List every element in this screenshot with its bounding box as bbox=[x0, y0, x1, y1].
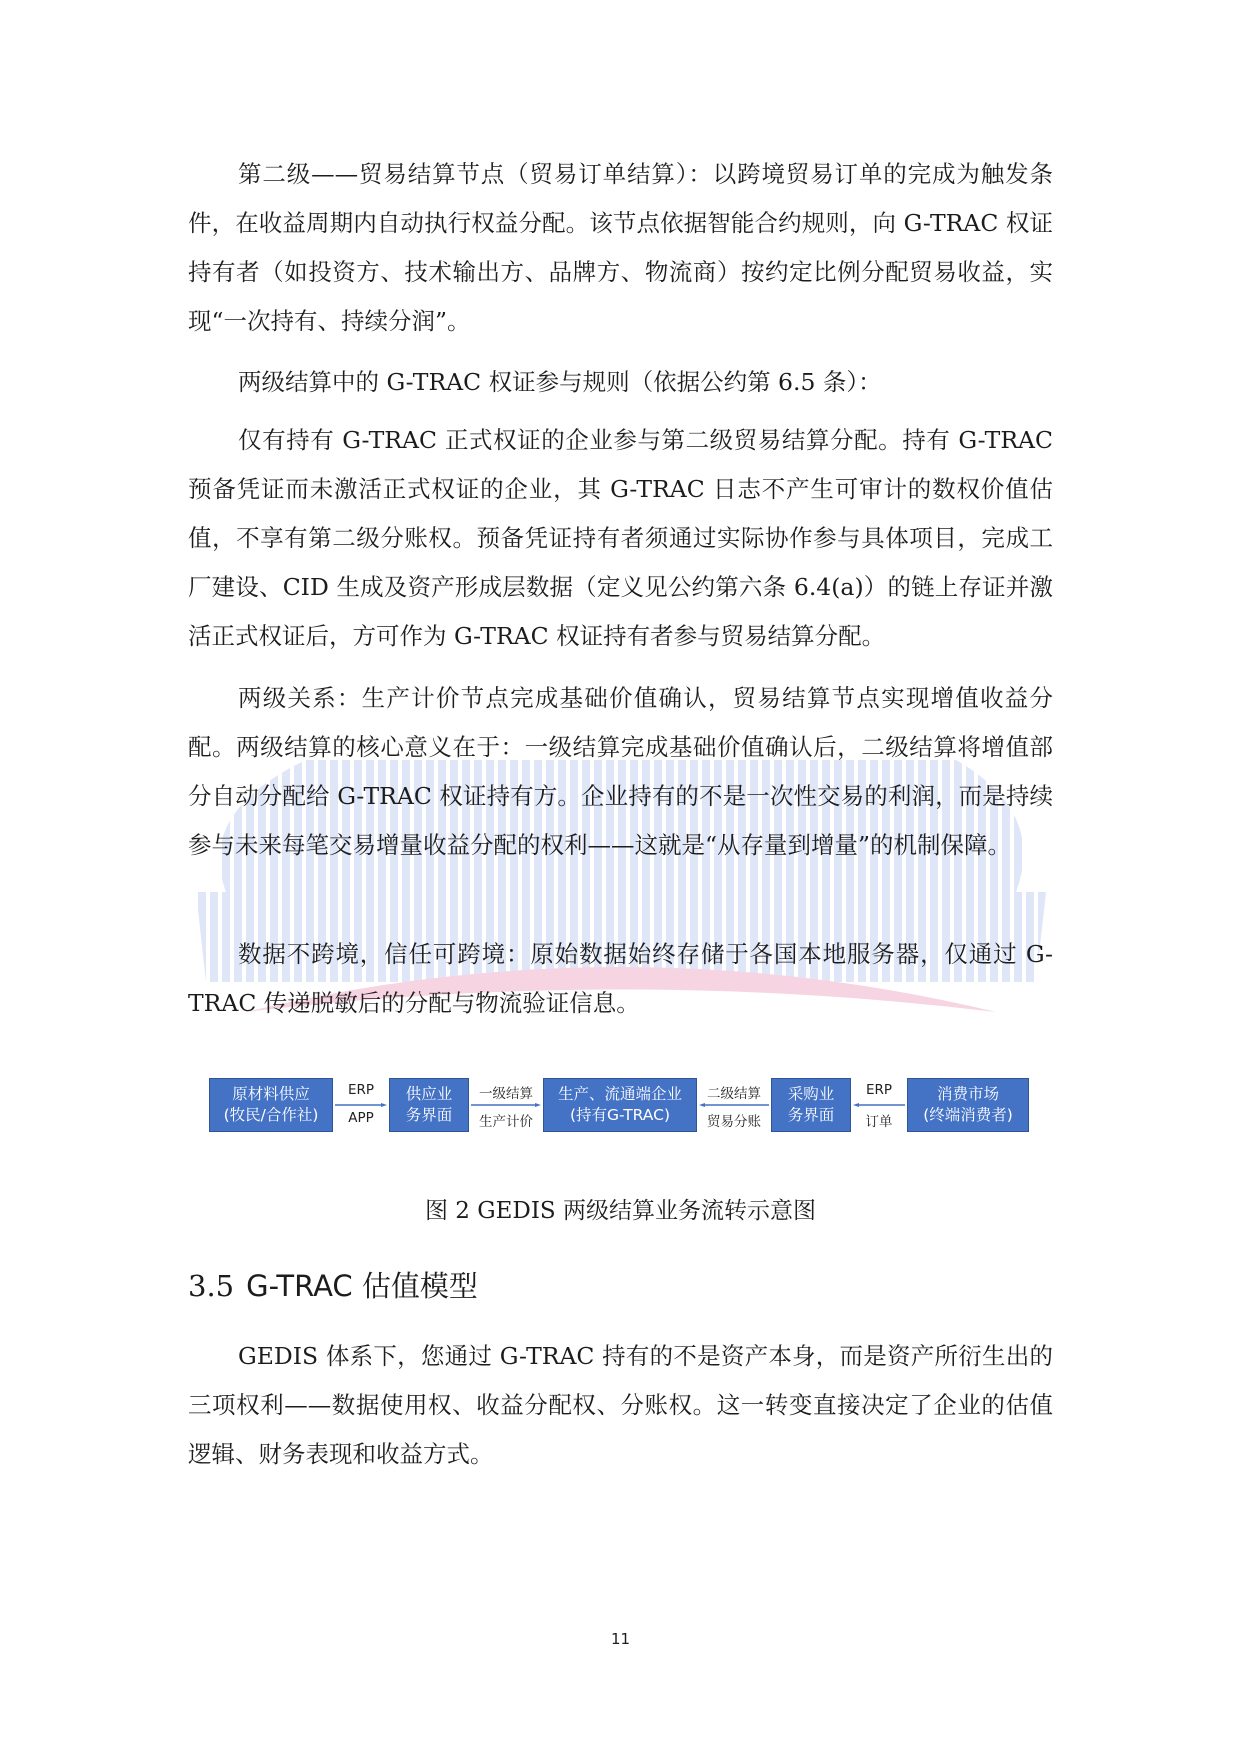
section-heading bbox=[188, 1264, 478, 1305]
paragraph-participation-rules: 仅有持有 G-TRAC 正式权证的企业参与第二级贸易结算分配。持有 G-TRAC 预备凭证而未激活正式权证的企业，其 G-TRAC 日志不产生可审计的数权价值估值，不享有第二级分账权。预备凭证持有者须通过实际协作参与具体项目，完成工厂建设、CID 生成及资产形成层数据（定义见公约第六条 6.4(a)）的链上存证并激活正式权证后，方可作为 G-TRAC 权证持有者参与贸易结算分配。 bbox=[188, 426, 1053, 650]
flow-connector-first-level-settlement: 一级结算 生产计价 bbox=[469, 1078, 543, 1132]
flow-connector-erp-order: ERP 订单 bbox=[851, 1078, 907, 1132]
arrow-left-icon bbox=[699, 1103, 769, 1107]
arrow-left-icon bbox=[853, 1103, 905, 1107]
flow-box-raw-material-supply: 原材料供应 (牧民/合作社) bbox=[209, 1078, 333, 1132]
flow-connector-second-level-settlement: 二级结算 贸易分账 bbox=[697, 1078, 771, 1132]
page-number: 11 bbox=[610, 1630, 631, 1648]
figure-caption: 图 2 GEDIS 两级结算业务流转示意图 bbox=[424, 1198, 816, 1224]
arrow-right-icon bbox=[335, 1103, 387, 1107]
flow-connector-erp-app: ERP APP bbox=[333, 1078, 389, 1132]
flow-box-production-enterprise: 生产、流通端企业 (持有G-TRAC) bbox=[543, 1078, 697, 1132]
settlement-flow-diagram bbox=[209, 1078, 1029, 1134]
flow-box-supply-interface: 供应业 务界面 bbox=[389, 1078, 469, 1132]
paragraph-participation-rules-heading: 两级结算中的 G-TRAC 权证参与规则（依据公约第 6.5 条）： bbox=[238, 368, 882, 396]
section-title: G-TRAC 估值模型 bbox=[246, 1269, 478, 1303]
paragraph-two-level-relationship: 两级关系：生产计价节点完成基础价值确认，贸易结算节点实现增值收益分配。两级结算的核心意义在于：一级结算完成基础价值确认后，二级结算将增值部分自动分配给 G-TRAC 权证持有方。企业持有的不是一次性交易的利润，而是持续参与未来每笔交易增量收益分配的权利——这就是“从存量到增量”的机制保障。 bbox=[188, 684, 1053, 859]
paragraph-gtrac-valuation-intro: GEDIS 体系下，您通过 G-TRAC 持有的不是资产本身，而是资产所衍生出的三项权利——数据使用权、收益分配权、分账权。这一转变直接决定了企业的估值逻辑、财务表现和收益方式。 bbox=[188, 1342, 1053, 1468]
flow-box-consumer-market: 消费市场 (终端消费者) bbox=[907, 1078, 1029, 1132]
paragraph-data-not-cross-border: 数据不跨境，信任可跨境：原始数据始终存储于各国本地服务器，仅通过 G-TRAC 传递脱敏后的分配与物流验证信息。 bbox=[188, 940, 1053, 1017]
arrow-right-icon bbox=[471, 1103, 541, 1107]
section-number: 3.5 bbox=[188, 1269, 235, 1303]
paragraph-second-level-settlement: 第二级——贸易结算节点（贸易订单结算）：以跨境贸易订单的完成为触发条件，在收益周期内自动执行权益分配。该节点依据智能合约规则，向 G-TRAC 权证持有者（如投资方、技术输出方、品牌方、物流商）按约定比例分配贸易收益，实现“一次持有、持续分润”。 bbox=[188, 160, 1053, 335]
flow-box-procurement-interface: 采购业 务界面 bbox=[771, 1078, 851, 1132]
